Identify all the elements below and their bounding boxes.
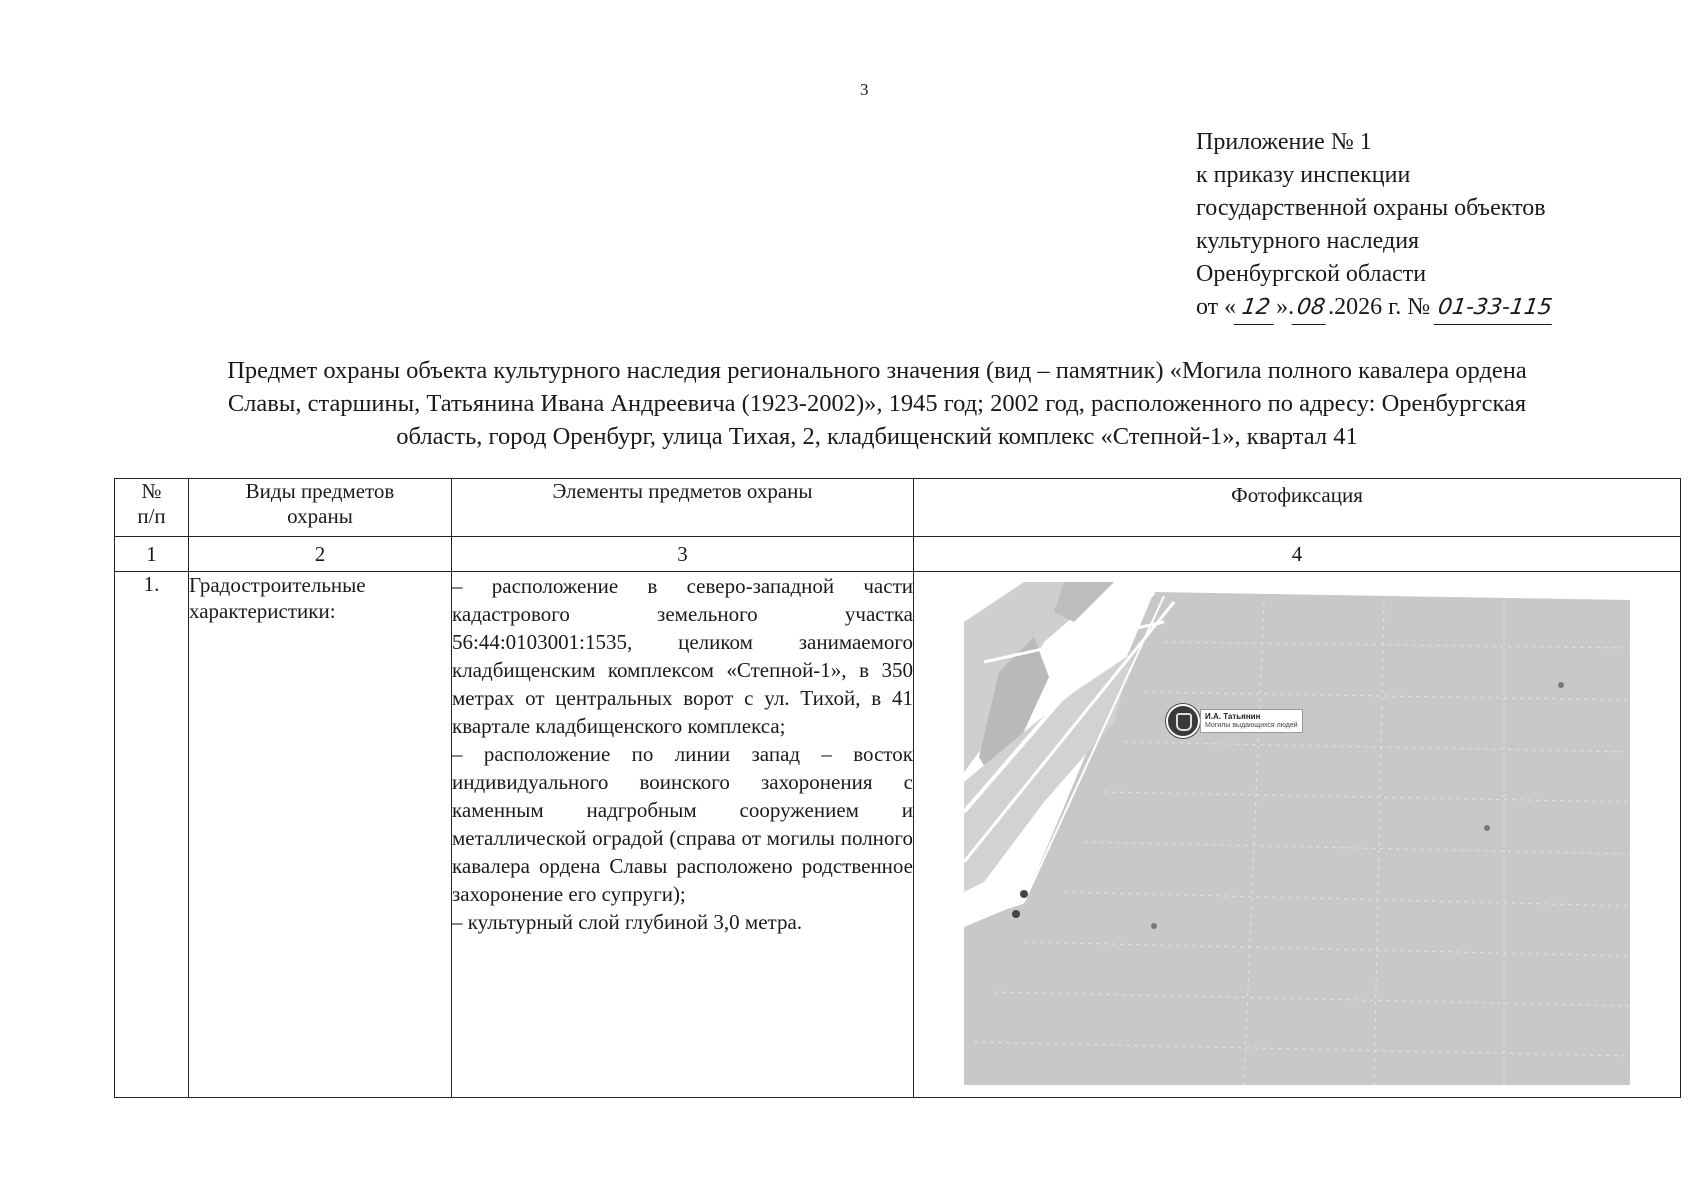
map-photo [964, 582, 1630, 1085]
header-num-line-1: № [141, 479, 162, 503]
appendix-date-line [1196, 291, 1554, 325]
header-photo: Фотофиксация [914, 479, 1681, 537]
handwritten-order-number: 01-33-115 [1434, 291, 1557, 325]
appendix-line-3: государственной охраны объектов [1196, 195, 1546, 221]
protection-table [114, 478, 1681, 1098]
map-marker-title: И.А. Татьянин [1205, 712, 1261, 721]
appendix-header [1196, 126, 1554, 325]
appendix-line-1: Приложение № 1 [1196, 129, 1372, 155]
handwritten-day: 12 [1234, 291, 1279, 325]
table-row [115, 572, 1681, 1098]
title-line-2: Славы, старшины, Татьянина Ивана Андреевича (1923-2002)», 1945 год; 2002 год, расположенного по адресу: Оренбургская [227, 390, 1527, 417]
col-number-4: 4 [914, 537, 1681, 572]
row-elements [452, 572, 914, 1098]
row-type [189, 572, 452, 1098]
header-num [115, 479, 189, 537]
element-item: – культурный слой глубиной 3,0 метра. [452, 910, 803, 934]
column-number-row [115, 537, 1681, 572]
date-mid: ». [1276, 294, 1295, 320]
element-item: – расположение в северо-западной части кадастрового земельного участка 56:44:0103001:1535, целиком занимаемого кладбищенским комплексом «Степной-1», в 350 метрах от центральных ворот с ул. Тихой, в 41 квартале кладбищенского комплекса; [452, 574, 913, 738]
header-elements: Элементы предметов охраны [452, 479, 914, 537]
handwritten-month: 08 [1292, 291, 1331, 325]
row-type-line-1: Градостроительные [189, 573, 366, 597]
map-graphic [964, 582, 1630, 1085]
appendix-line-2: к приказу инспекции [1196, 162, 1411, 188]
title-line-1: Предмет охраны объекта культурного наследия регионального значения (вид – памятник) «Могила полного кавалера ордена [227, 357, 1527, 384]
photo-cell [914, 572, 1681, 1098]
title-line-3: область, город Оренбург, улица Тихая, 2, кладбищенский комплекс «Степной-1», квартал 41 [396, 423, 1358, 450]
date-prefix: от « [1196, 294, 1237, 320]
col-number-3: 3 [452, 537, 914, 572]
row-number: 1. [115, 572, 189, 1098]
header-types-line-1: Виды предметов [245, 479, 395, 503]
document-title [112, 354, 1642, 453]
header-num-line-2: п/п [137, 504, 166, 528]
date-year: .2026 г. № [1328, 294, 1437, 320]
appendix-line-4: культурного наследия [1196, 228, 1420, 254]
map-marker-label [1200, 709, 1303, 733]
header-types-line-2: охраны [287, 504, 353, 528]
map-marker-subtitle: Могилы выдающихся людей [1205, 722, 1298, 729]
element-item: – расположение по линии запад – восток индивидуального воинского захоронения с каменным надгробным сооружением и металлической оградой (справа от могилы полного кавалера ордена Славы расположено родственное захоронение его супруги); [452, 742, 913, 906]
grave-marker-icon [1166, 704, 1200, 738]
appendix-line-5: Оренбургской области [1196, 261, 1427, 287]
page-number: 3 [860, 80, 869, 99]
header-types [189, 479, 452, 537]
table-header-row [115, 479, 1681, 537]
row-type-line-2: характеристики: [189, 599, 336, 623]
col-number-2: 2 [189, 537, 452, 572]
col-number-1: 1 [115, 537, 189, 572]
